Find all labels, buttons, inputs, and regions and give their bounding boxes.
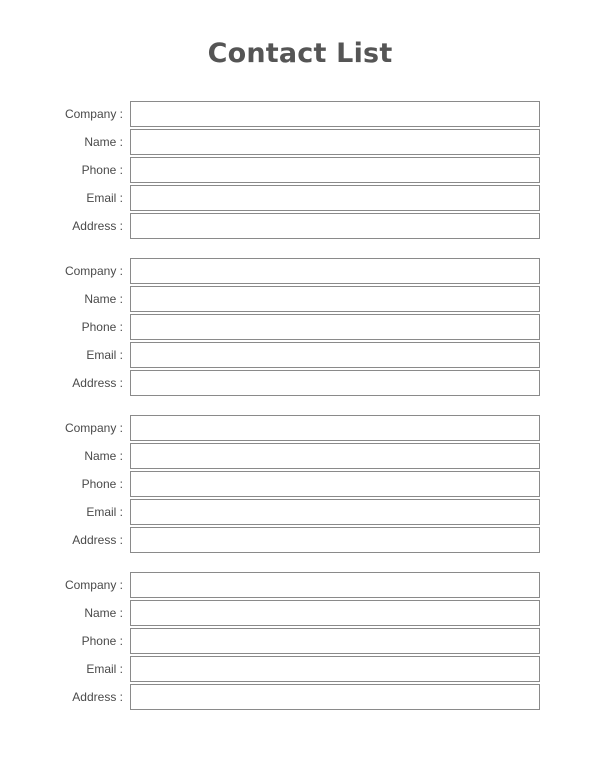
name-field[interactable] — [130, 129, 540, 155]
contact-list — [0, 100, 600, 728]
company-label: Company : — [64, 578, 123, 592]
field-row-email — [0, 498, 600, 526]
address-field[interactable] — [130, 684, 540, 710]
company-field[interactable] — [130, 415, 540, 441]
field-row-address — [0, 212, 600, 240]
field-row-name — [0, 128, 600, 156]
phone-field[interactable] — [130, 314, 540, 340]
address-field[interactable] — [130, 370, 540, 396]
company-label: Company : — [64, 421, 123, 435]
field-row-company — [0, 257, 600, 285]
phone-label: Phone : — [81, 163, 123, 177]
field-row-address — [0, 526, 600, 554]
name-label: Name : — [84, 449, 123, 463]
contact-block-2 — [0, 257, 600, 397]
email-label: Email : — [86, 505, 123, 519]
phone-label: Phone : — [81, 477, 123, 491]
company-field[interactable] — [130, 258, 540, 284]
address-field[interactable] — [130, 527, 540, 553]
phone-field[interactable] — [130, 628, 540, 654]
field-row-email — [0, 184, 600, 212]
email-label: Email : — [86, 191, 123, 205]
address-label: Address : — [72, 219, 123, 233]
company-field[interactable] — [130, 101, 540, 127]
page-title: Contact List — [207, 38, 393, 69]
field-row-phone — [0, 627, 600, 655]
contact-block-1 — [0, 100, 600, 240]
field-row-name — [0, 285, 600, 313]
email-field[interactable] — [130, 499, 540, 525]
phone-field[interactable] — [130, 157, 540, 183]
contact-block-4 — [0, 571, 600, 711]
address-label: Address : — [72, 376, 123, 390]
name-label: Name : — [84, 606, 123, 620]
field-row-name — [0, 442, 600, 470]
address-field[interactable] — [130, 213, 540, 239]
field-row-company — [0, 414, 600, 442]
address-label: Address : — [72, 533, 123, 547]
field-row-company — [0, 571, 600, 599]
field-row-company — [0, 100, 600, 128]
name-label: Name : — [84, 292, 123, 306]
email-label: Email : — [86, 662, 123, 676]
field-row-email — [0, 655, 600, 683]
contact-block-3 — [0, 414, 600, 554]
field-row-address — [0, 683, 600, 711]
field-row-name — [0, 599, 600, 627]
email-label: Email : — [86, 348, 123, 362]
name-label: Name : — [84, 135, 123, 149]
company-field[interactable] — [130, 572, 540, 598]
email-field[interactable] — [130, 342, 540, 368]
name-field[interactable] — [130, 286, 540, 312]
field-row-email — [0, 341, 600, 369]
name-field[interactable] — [130, 600, 540, 626]
phone-label: Phone : — [81, 634, 123, 648]
name-field[interactable] — [130, 443, 540, 469]
address-label: Address : — [72, 690, 123, 704]
phone-label: Phone : — [81, 320, 123, 334]
field-row-phone — [0, 470, 600, 498]
email-field[interactable] — [130, 656, 540, 682]
company-label: Company : — [64, 264, 123, 278]
email-field[interactable] — [130, 185, 540, 211]
field-row-phone — [0, 313, 600, 341]
field-row-phone — [0, 156, 600, 184]
field-row-address — [0, 369, 600, 397]
company-label: Company : — [64, 107, 123, 121]
phone-field[interactable] — [130, 471, 540, 497]
